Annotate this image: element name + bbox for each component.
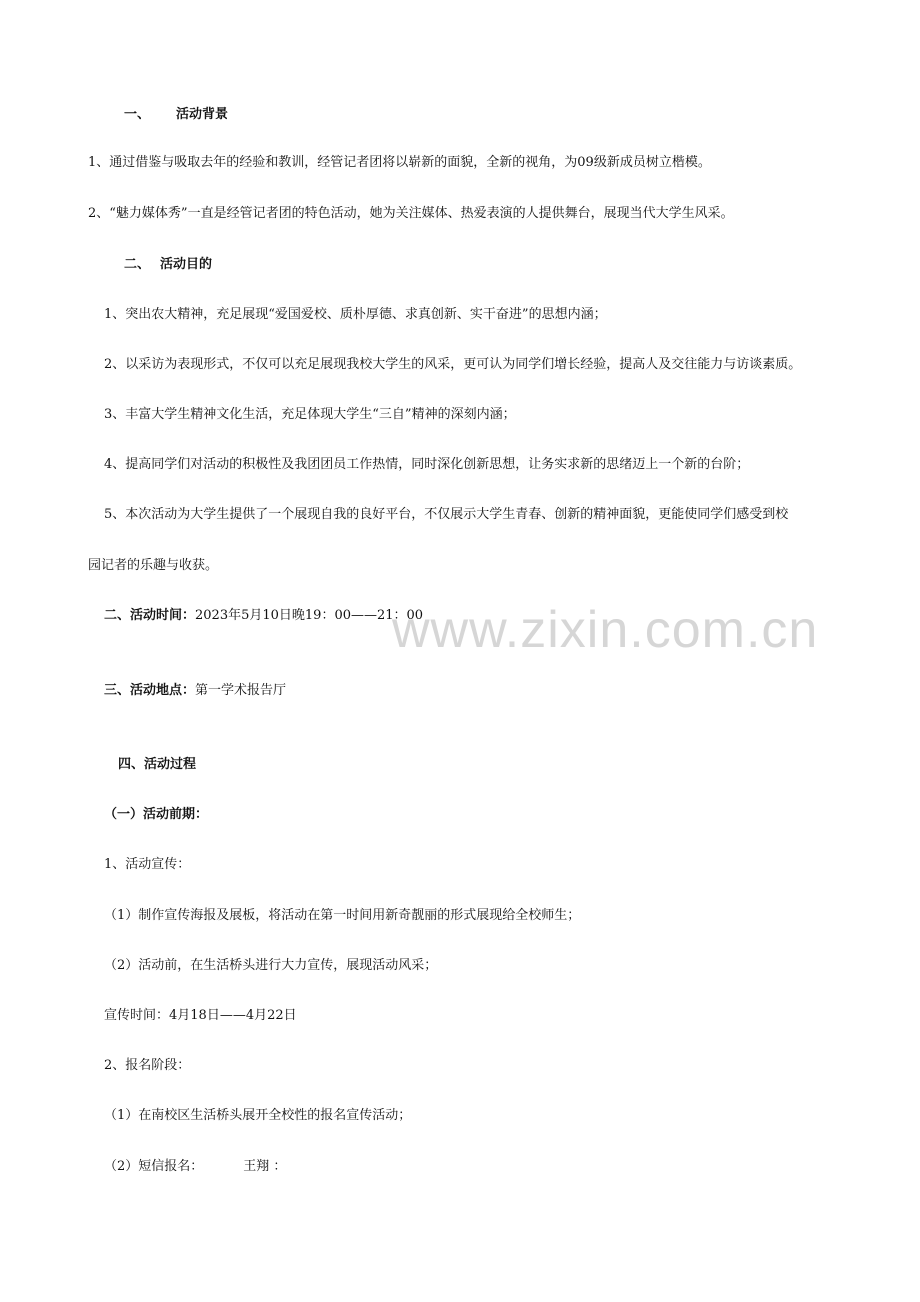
background-item-1: 1、通过借鉴与吸取去年的经验和教训，经管记者团将以崭新的面貌，全新的视角，为09级新成员树立楷模。 [88,155,711,170]
background-item-2: 2、“魅力媒体秀”一直是经管记者团的特色活动，她为关注媒体、热爱表演的人提供舞台，展现当代大学生风采。 [88,206,734,221]
purpose-item-5-continuation: 园记者的乐趣与收获。 [88,558,219,573]
purpose-item-5: 5、本次活动为大学生提供了一个展现自我的良好平台，不仅展示大学生青春、创新的精神面貌，更能使同学们感受到校 [104,507,789,522]
purpose-item-3: 3、丰富大学生精神文化生活，充足体现大学生“三自”精神的深刻内涵； [104,407,516,422]
watermark: www.zixin.com.cn [392,601,819,659]
heading-number: 一、 [124,107,151,122]
activity-place [104,682,286,700]
section-heading-process: 四、活动过程 [118,757,197,772]
signup-title: 2、报名阶段： [104,1058,191,1073]
heading-title: 活动背景 [176,107,229,122]
publicity-item-2: （2）活动前，在生活桥头进行大力宣传，展现活动风采； [104,958,438,973]
section-heading-purpose [124,256,212,274]
subsection-heading-pre: （一）活动前期： [104,807,209,822]
publicity-title: 1、活动宣传： [104,857,191,872]
sms-name: 王翔 ： [243,1159,287,1174]
purpose-item-1: 1、突出农大精神，充足展现“爱国爱校、质朴厚德、求真创新、实干奋进”的思想内涵； [104,307,607,322]
time-label: 二、活动时间： [104,608,196,623]
section-heading-background [124,106,228,124]
sms-label: （2）短信报名： [104,1159,204,1174]
signup-sms [104,1158,286,1176]
heading-title: 活动目的 [160,257,213,272]
activity-time [104,607,423,625]
heading-number: 二、 [124,257,151,272]
signup-item-1: （1）在南校区生活桥头展开全校性的报名宣传活动； [104,1108,412,1123]
publicity-item-1: （1）制作宣传海报及展板，将活动在第一时间用新奇靓丽的形式展现给全校师生； [104,908,581,923]
purpose-item-4: 4、提高同学们对活动的积极性及我团团员工作热情，同时深化创新思想，让务实求新的思绪迈上一个新的台阶； [104,457,750,472]
purpose-item-2: 2、以采访为表现形式，不仅可以充足展现我校大学生的风采，更可认为同学们增长经验，提高人及交往能力与访谈素质。 [104,357,802,372]
publicity-period: 宣传时间：4月18日——4月22日 [104,1008,297,1023]
time-value: 2023年5月10日晚19：00——21：00 [195,608,424,623]
place-value: 第一学术报告厅 [195,683,287,698]
place-label: 三、活动地点： [104,683,196,698]
